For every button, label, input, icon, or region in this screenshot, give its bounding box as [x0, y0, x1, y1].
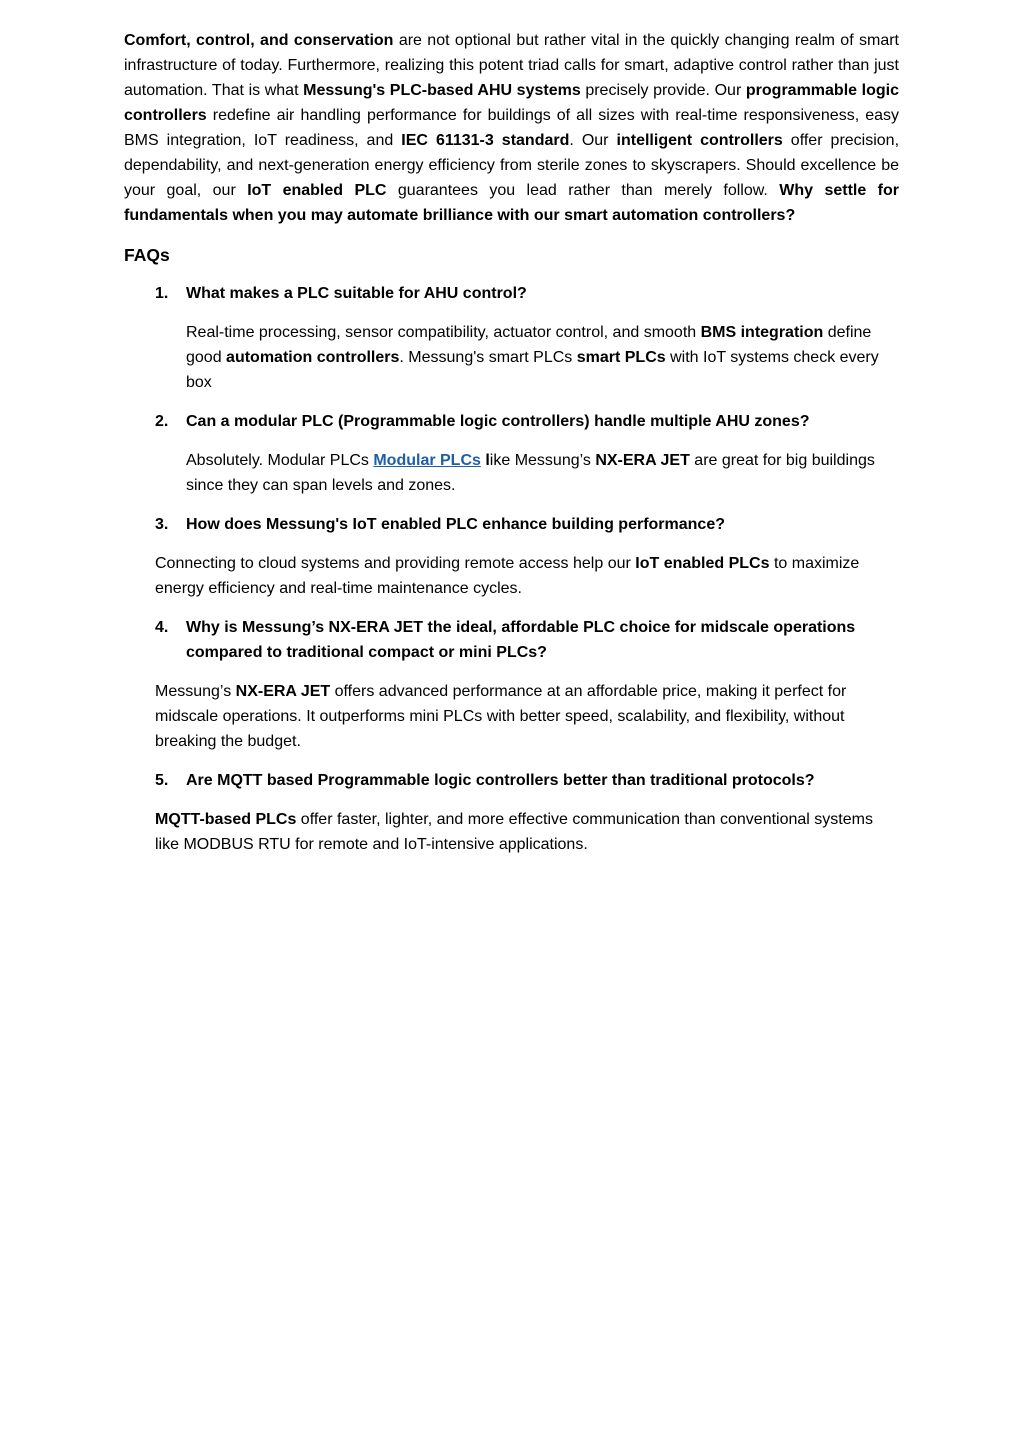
text-run: . Our — [569, 132, 617, 149]
bold-text: Why settle for fundamentals when you may automate brilliance with our smart automation controllers? — [124, 182, 900, 224]
text-run: Real-time processing, sensor compatibility, actuator control, and smooth — [186, 324, 701, 341]
text-run: redefine air handling performance for buildings of all sizes with real-time responsiveness, easy BMS integration, IoT readiness, and — [124, 107, 899, 149]
faq-question — [124, 409, 899, 434]
bold-text: IEC 61131-3 standard — [401, 132, 570, 149]
bold-text: smart PLCs — [576, 349, 666, 366]
bold-text: l — [480, 452, 490, 469]
bold-text: IoT enabled PLC — [247, 182, 387, 199]
faq-question — [124, 281, 899, 306]
faq-answer — [124, 807, 899, 857]
faq-number: 3. — [155, 516, 169, 533]
bold-text: automation controllers — [226, 349, 400, 366]
text-run: to maximize energy efficiency and real-time maintenance cycles. — [155, 555, 860, 597]
text-run: . Messung's smart PLCs — [399, 349, 577, 366]
faq-question — [124, 615, 899, 665]
text-run: offer precision, dependability, and next-generation energy efficiency from sterile zones to skyscrapers. Should excellence be your goal, our — [124, 132, 900, 199]
intro-paragraph — [124, 28, 899, 228]
text-run: are great for big buildings since they can span levels and zones. — [186, 452, 875, 494]
faq-question — [124, 512, 899, 537]
text-run: Connecting to cloud systems and providing remote access help our — [155, 555, 636, 572]
bold-text: Comfort, control, and conservation — [124, 32, 394, 49]
faq-number: 4. — [155, 619, 169, 636]
faq-answer — [124, 448, 899, 498]
faq-question-text: How does Messung's IoT enabled PLC enhance building performance? — [186, 516, 725, 533]
faq-item — [124, 512, 899, 601]
faq-number: 5. — [155, 772, 169, 789]
faq-item — [124, 615, 899, 754]
text-run: offer faster, lighter, and more effective communication than conventional systems like MODBUS RTU for remote and IoT-intensive applications. — [155, 811, 873, 853]
document-page — [124, 28, 899, 871]
bold-text: NX-ERA JET — [595, 452, 690, 469]
faq-answer — [124, 679, 899, 754]
faq-question-text: Are MQTT based Programmable logic controllers better than traditional protocols? — [186, 772, 815, 789]
faq-number: 1. — [155, 285, 169, 302]
modular-plcs-link[interactable]: Modular PLCs — [373, 452, 481, 469]
faq-question-text: What makes a PLC suitable for AHU control? — [186, 285, 527, 302]
text-run: Absolutely. Modular PLCs — [186, 452, 374, 469]
text-run: offers advanced performance at an affordable price, making it perfect for midscale operations. It outperforms mini PLCs with better speed, scalability, and flexibility, without breaking the budget. — [155, 683, 847, 750]
text-run: define good — [186, 324, 872, 366]
faq-answer — [124, 551, 899, 601]
faq-question-text: Can a modular PLC (Programmable logic controllers) handle multiple AHU zones? — [186, 413, 810, 430]
text-run: precisely provide. Our — [580, 82, 746, 99]
faq-number: 2. — [155, 413, 169, 430]
text-run: are not optional but rather vital in the quickly changing realm of smart infrastructure of today. Furthermore, realizing this potent triad calls for smart, adaptive control rather than just automation. That is what — [124, 32, 900, 99]
bold-text: intelligent controllers — [616, 132, 783, 149]
faq-heading: FAQs — [124, 245, 170, 265]
bold-text: programmable logic controllers — [124, 82, 899, 124]
faq-question-text: Why is Messung’s NX-ERA JET the ideal, affordable PLC choice for midscale operations compared to traditional compact or mini PLCs? — [186, 619, 856, 661]
faq-question — [124, 768, 899, 793]
text-run: guarantees you lead rather than merely follow. — [386, 182, 780, 199]
faq-item — [124, 281, 899, 395]
bold-text: IoT enabled PLCs — [635, 555, 770, 572]
bold-text: BMS integration — [700, 324, 824, 341]
faq-item — [124, 768, 899, 857]
bold-text: MQTT-based PLCs — [155, 811, 297, 828]
faq-list — [124, 281, 899, 857]
faq-item — [124, 409, 899, 498]
text-run: Messung’s — [155, 683, 236, 700]
bold-text: NX-ERA JET — [235, 683, 331, 700]
faq-answer — [124, 320, 899, 395]
text-run: with IoT systems check every box — [186, 349, 879, 391]
text-run: ike Messung’s — [489, 452, 596, 469]
bold-text: Messung's PLC-based AHU systems — [303, 82, 581, 99]
